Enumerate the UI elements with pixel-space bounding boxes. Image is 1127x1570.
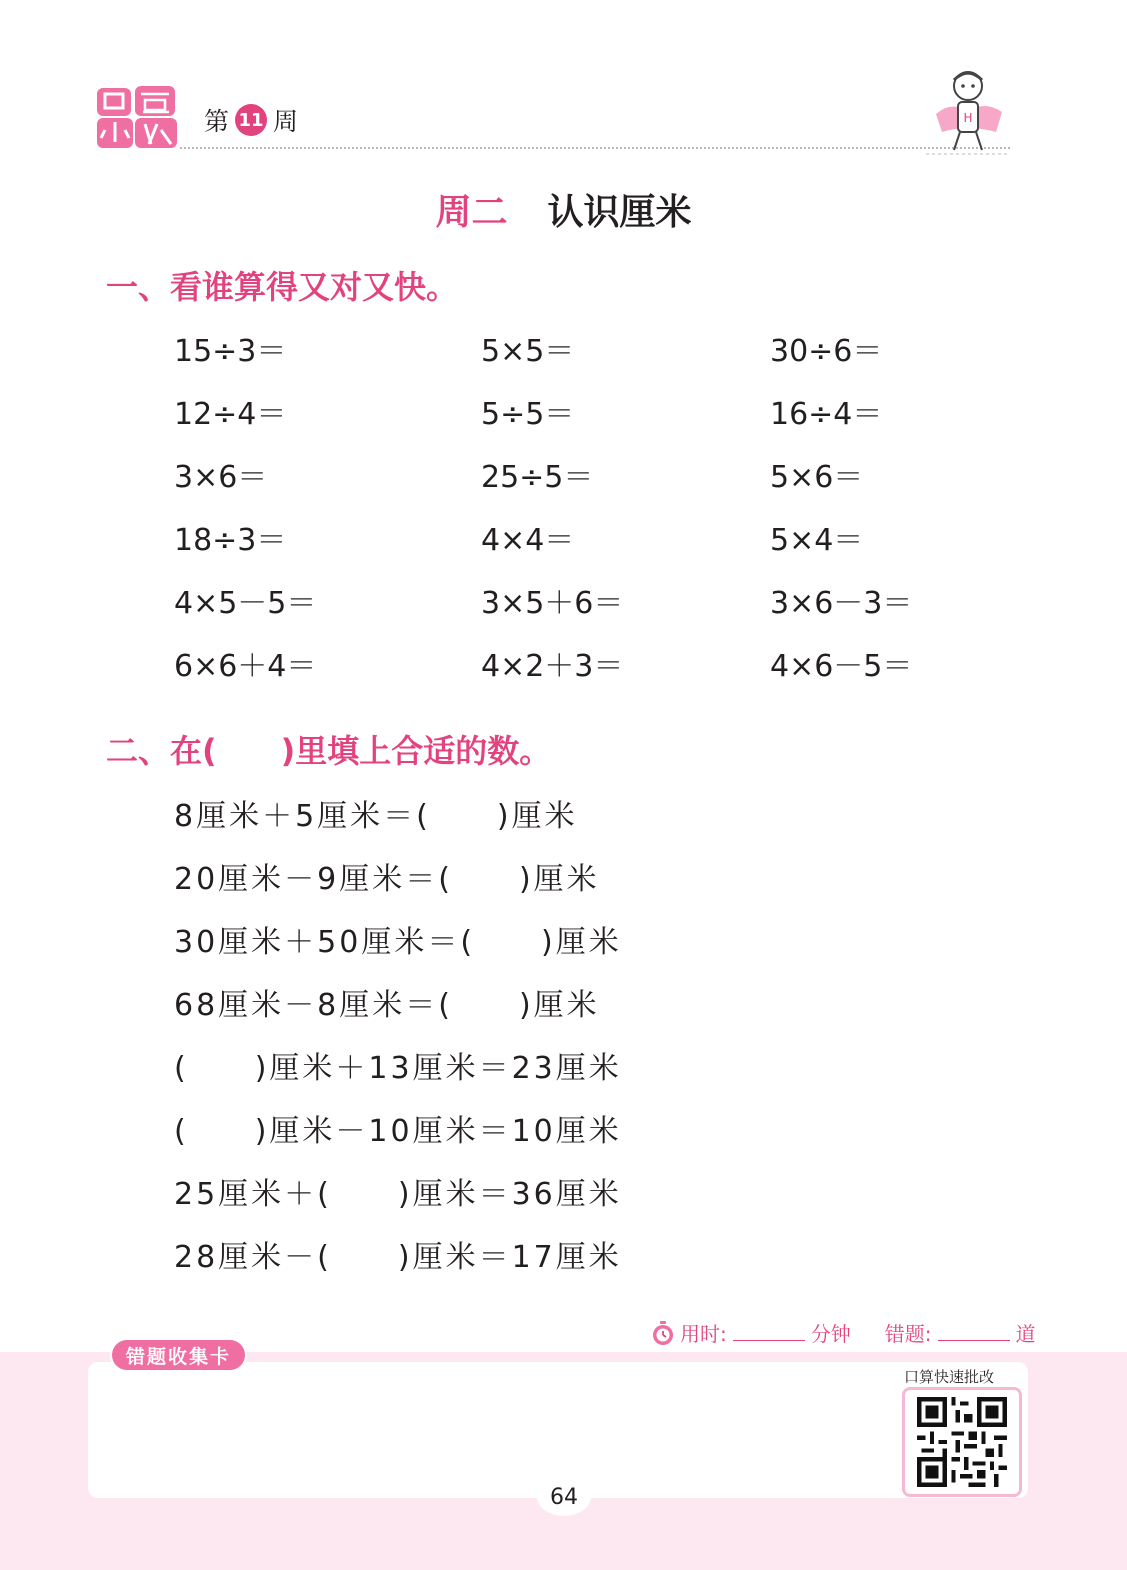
mascot-icon: [922, 66, 1014, 160]
time-unit: 分钟: [810, 1322, 851, 1346]
calc-problem: 3×5＋6＝: [481, 586, 624, 621]
fill-blank-item: 28厘米－( )厘米＝17厘米: [174, 1240, 622, 1275]
error-card-title: 错题收集卡: [112, 1340, 245, 1370]
calc-row: [174, 452, 974, 495]
qr-code-icon: [915, 1397, 1009, 1487]
title-day: 周二: [435, 192, 508, 233]
calc-problem: 4×6－5＝: [770, 649, 913, 684]
week-suffix: 周: [273, 107, 299, 136]
calc-problem: 5×5＝: [481, 334, 575, 369]
fill-blank-item: 68厘米－8厘米＝( )厘米: [174, 988, 600, 1023]
page-number: 64: [537, 1478, 591, 1516]
week-number-badge: 11: [235, 104, 267, 136]
section-1-heading: 一、看谁算得又对又快。: [106, 268, 459, 306]
calc-problem: 25÷5＝: [481, 460, 594, 495]
calc-problem: 3×6＝: [174, 460, 268, 495]
fill-blank-item: ( )厘米－10厘米＝10厘米: [174, 1114, 622, 1149]
logo-graphic: [95, 84, 179, 150]
header-divider: [180, 147, 1010, 149]
fill-blank-item: ( )厘米＋13厘米＝23厘米: [174, 1051, 622, 1086]
calc-problem: 6×6＋4＝: [174, 649, 317, 684]
week-prefix: 第: [204, 107, 230, 136]
calc-problem: 4×2＋3＝: [481, 649, 624, 684]
fill-blank-item: 20厘米－9厘米＝( )厘米: [174, 862, 600, 897]
errors-unit: 道: [1015, 1322, 1036, 1346]
time-tracker: [650, 1318, 1036, 1347]
calc-problem: 3×6－3＝: [770, 586, 913, 621]
qr-caption: 口算快速批改: [904, 1368, 995, 1386]
qr-code[interactable]: [902, 1387, 1022, 1497]
calc-row: [174, 515, 974, 558]
calc-row: [174, 641, 974, 684]
time-label: 用时:: [680, 1322, 727, 1346]
calc-problem: 4×4＝: [481, 523, 575, 558]
calc-problem: 12÷4＝: [174, 397, 287, 432]
calc-problem: 5×6＝: [770, 460, 864, 495]
brand-logo: [95, 84, 179, 150]
calc-problem: 30÷6＝: [770, 334, 883, 369]
mascot-illustration: [922, 66, 1014, 160]
week-indicator: [204, 102, 298, 138]
time-blank[interactable]: [733, 1324, 805, 1341]
calc-row: [174, 389, 974, 432]
calc-problem: 16÷4＝: [770, 397, 883, 432]
section-2-heading: 二、在( )里填上合适的数。: [106, 732, 552, 770]
calc-problem: 5÷5＝: [481, 397, 575, 432]
title-topic: 认识厘米: [547, 192, 692, 233]
page-title: [0, 184, 1127, 235]
fill-blank-item: 8厘米＋5厘米＝( )厘米: [174, 799, 578, 834]
calc-problem: 18÷3＝: [174, 523, 287, 558]
calc-row: [174, 326, 974, 369]
fill-blank-item: 30厘米＋50厘米＝( )厘米: [174, 925, 622, 960]
stopwatch-icon: [650, 1320, 676, 1346]
calc-row: [174, 578, 974, 621]
fill-blank-item: 25厘米＋( )厘米＝36厘米: [174, 1177, 622, 1212]
errors-blank[interactable]: [938, 1324, 1010, 1341]
errors-label: 错题:: [884, 1322, 932, 1346]
svg-text:H: H: [963, 111, 973, 125]
calc-problem: 4×5－5＝: [174, 586, 317, 621]
calc-problem: 5×4＝: [770, 523, 864, 558]
calc-problem: 15÷3＝: [174, 334, 287, 369]
